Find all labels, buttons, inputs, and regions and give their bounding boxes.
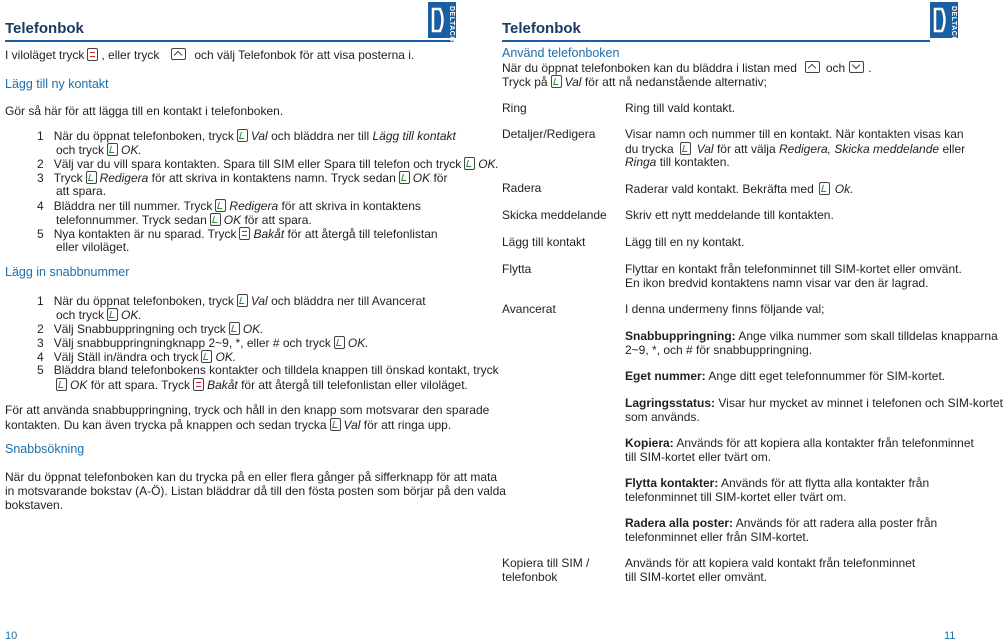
page-number: 10: [5, 630, 18, 642]
header-rule: [502, 40, 930, 42]
speed-dial-option-line-1: Snabbuppringning: Ange vilka nummer som skall tilldelas knapparna: [625, 329, 998, 343]
speed-step-3: 3 Välj snabbuppringningknapp 2~9, *, eller # och tryck OK.: [37, 336, 369, 350]
back-softkey-icon: [87, 48, 98, 61]
delete-all-option-line-2: telefonminnet eller från SIM-kortet.: [625, 530, 810, 544]
ok-softkey-icon: [680, 142, 691, 155]
speed-step-5-line-2: OK för att spara. Tryck Bakåt för att återgå till telefonlistan eller viloläget.: [56, 378, 468, 393]
use-line-2: Tryck på Val för att nå nedanstående alternativ;: [502, 75, 767, 89]
copy-option-line-2: till SIM-kortet eller tvärt om.: [625, 450, 772, 464]
add-step-4-line-2: telefonnummer. Tryck sedan OK för att spara.: [56, 213, 312, 227]
down-arrow-key-icon: [849, 61, 864, 73]
speed-step-4: 4 Välj Ställ in/ändra och tryck OK.: [37, 350, 237, 364]
logo-text: DELTACO: [950, 6, 957, 43]
desc-advanced: I denna undermeny finns följande val;: [625, 302, 825, 316]
desc-details-line-1: Visar namn och nummer till en kontakt. När kontakten visas kan: [625, 127, 964, 141]
search-para-line-2: in motsvarande bokstav (A-Ö). Listan bläddrar då till den fösta posten som börjar på den valda: [5, 484, 506, 498]
up-arrow-key-icon: [171, 48, 186, 60]
page-number: 11: [944, 630, 956, 642]
ok-softkey-icon: [215, 199, 226, 212]
ok-softkey-icon: [464, 157, 475, 170]
section-title-use-phonebook: Använd telefonboken: [502, 46, 620, 60]
term-details: Detaljer/Redigera: [502, 127, 596, 141]
term-send-message: Skicka meddelande: [502, 208, 607, 222]
back-softkey-icon: [239, 227, 250, 240]
page-header: Telefonbok: [502, 20, 581, 37]
desc-ring: Ring till vald kontakt.: [625, 101, 736, 115]
ok-softkey-icon: [86, 171, 97, 184]
use-line-1: När du öppnat telefonboken kan du bläddra i listan med och .: [502, 61, 872, 75]
section-title-quick-search: Snabbsökning: [5, 442, 85, 456]
add-step-3-line-1: 3 Tryck Redigera för att skriva in kontaktens namn. Tryck sedan OK för: [37, 171, 448, 185]
copy-option-line-1: Kopiera: Används för att kopiera alla kontakter från telefonminnet: [625, 436, 974, 450]
logo-mark-icon: [430, 6, 446, 34]
intro-text: I viloläget tryck , eller tryck och välj Telefonbok för att visa posterna i.: [5, 48, 415, 62]
own-number-option: Eget nummer: Ange ditt eget telefonnummer för SIM-kortet.: [625, 369, 946, 383]
desc-add-contact: Lägg till en ny kontakt.: [625, 235, 745, 249]
ok-softkey-icon: [56, 378, 67, 391]
add-intro: Gör så här för att lägga till en kontakt i telefonboken.: [5, 104, 284, 118]
term-delete: Radera: [502, 181, 542, 195]
add-step-5-line-1: 5 Nya kontakten är nu sparad. Tryck Bakåt för att återgå till telefonlistan: [37, 227, 438, 241]
desc-move-line-1: Flyttar en kontakt från telefonminnet till SIM-kortet eller omvänt.: [625, 262, 962, 276]
desc-details-line-2: du trycka Val för att välja Redigera, Skicka meddelande eller: [625, 142, 966, 156]
delete-all-option-line-1: Radera alla poster: Används för att radera alla poster från: [625, 516, 938, 530]
desc-move-line-2: En ikon bredvid kontaktens namn visar var den är lagrad.: [625, 276, 929, 290]
speed-para-line-2: kontakten. Du kan även trycka på knappen och sedan trycka Val för att ringa upp.: [5, 418, 452, 432]
move-all-option-line-2: telefonminnet till SIM-kortet eller tvärt om.: [625, 490, 847, 504]
logo-mark-icon: [932, 6, 948, 34]
ok-softkey-icon: [237, 129, 248, 142]
section-title-add-contact: Lägg till ny kontakt: [5, 77, 109, 91]
add-step-3-line-2: att spara.: [56, 184, 107, 198]
term-move: Flytta: [502, 262, 532, 276]
ok-softkey-icon: [399, 171, 410, 184]
search-para-line-1: När du öppnat telefonboken kan du trycka på en eller flera gånger på sifferknapp för att mata: [5, 470, 498, 484]
back-softkey-icon: [193, 378, 204, 391]
term-advanced: Avancerat: [502, 302, 556, 316]
section-title-speed-dial: Lägg in snabbnummer: [5, 265, 130, 279]
storage-status-option-line-1: Lagringsstatus: Visar hur mycket av minnet i telefonen och SIM-kortet: [625, 396, 1003, 410]
term-ring: Ring: [502, 101, 527, 115]
desc-delete: Raderar vald kontakt. Bekräfta med Ok.: [625, 182, 854, 196]
add-step-1-line-1: 1 När du öppnat telefonboken, tryck Val och bläddra ner till Lägg till kontakt: [37, 129, 456, 143]
desc-send-message: Skriv ett nytt meddelande till kontakten.: [625, 208, 834, 222]
ok-softkey-icon: [237, 294, 248, 307]
add-step-5-line-2: eller viloläget.: [56, 240, 130, 254]
search-para-line-3: bokstaven.: [5, 498, 64, 512]
desc-details-line-3: Ringa till kontakten.: [625, 155, 730, 169]
ok-softkey-icon: [107, 308, 118, 321]
speed-dial-option-line-2: 2~9, *, och # för snabbuppringning.: [625, 343, 813, 357]
term-copy-sim-line-1: Kopiera till SIM /: [502, 556, 590, 570]
deltaco-logo: [930, 2, 958, 43]
term-copy-sim-line-2: telefonbok: [502, 570, 558, 584]
move-all-option-line-1: Flytta kontakter: Används för att flytta alla kontakter från: [625, 476, 930, 490]
term-add-contact: Lägg till kontakt: [502, 235, 586, 249]
add-step-1-line-2: och tryck OK.: [56, 143, 142, 157]
ok-softkey-icon: [107, 143, 118, 156]
deltaco-logo: [428, 2, 456, 43]
speed-step-5-line-1: 5 Bläddra bland telefonbokens kontakter och tilldela knappen till önskad kontakt, tryck: [37, 363, 499, 377]
page-header: Telefonbok: [5, 20, 84, 37]
speed-para-line-1: För att använda snabbuppringning, tryck och håll in den knapp som motsvarar den sparade: [5, 403, 490, 417]
add-step-4-line-1: 4 Bläddra ner till nummer. Tryck Redigera för att skriva in kontaktens: [37, 199, 421, 213]
ok-softkey-icon: [330, 418, 341, 431]
desc-copy-sim-line-1: Används för att kopiera vald kontakt från telefonminnet: [625, 556, 916, 570]
speed-step-1-line-1: 1 När du öppnat telefonboken, tryck Val och bläddra ner till Avancerat: [37, 294, 426, 308]
ok-softkey-icon: [551, 75, 562, 88]
storage-status-option-line-2: som används.: [625, 410, 700, 424]
speed-step-1-line-2: och tryck OK.: [56, 308, 142, 322]
ok-softkey-icon: [334, 336, 345, 349]
ok-softkey-icon: [201, 350, 212, 363]
ok-softkey-icon: [210, 213, 221, 226]
right-page: [482, 0, 1003, 644]
header-rule: [5, 40, 454, 42]
ok-softkey-icon: [229, 322, 240, 335]
logo-text: DELTACO: [448, 6, 455, 43]
ok-softkey-icon: [819, 182, 830, 195]
speed-step-2: 2 Välj Snabbuppringning och tryck OK.: [37, 322, 264, 336]
up-arrow-key-icon: [805, 61, 820, 73]
desc-copy-sim-line-2: till SIM-kortet eller omvänt.: [625, 570, 768, 584]
add-step-2: 2 Välj var du vill spara kontakten. Spara till SIM eller Spara till telefon och tryck OK.: [37, 157, 499, 171]
